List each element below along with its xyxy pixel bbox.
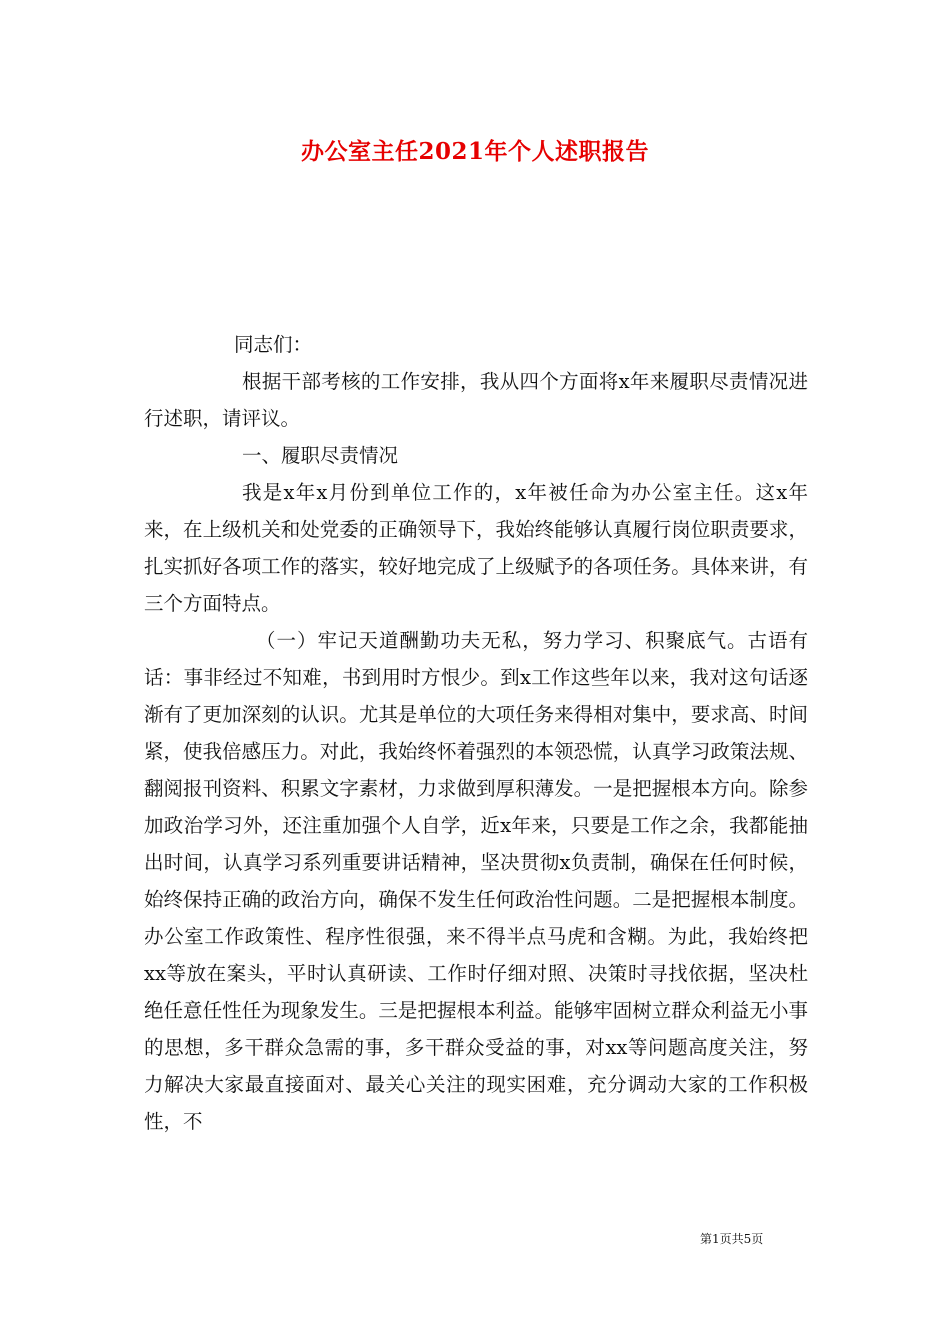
- salutation: 同志们：: [234, 333, 313, 356]
- paragraph-intro: 根据干部考核的工作安排，我从四个方面将x年来履职尽责情况进行述职，请评议。: [144, 370, 808, 430]
- paragraph-section-1: 我是x年x月份到单位工作的，x年被任命为办公室主任。这x年来，在上级机关和处党委的正确领导下，我始终能够认真履行岗位职责要求，扎实抓好各项工作的落实，较好地完成了上级赋予的各项任务。具体来讲，有三个方面特点。: [144, 481, 808, 615]
- document-body: [144, 326, 808, 1140]
- paragraph-subsection-1: （一）牢记天道酬勤功夫无私，努力学习、积聚底气。古语有话：事非经过不知难，书到用时方恨少。到x工作这些年以来，我对这句话逐渐有了更加深刻的认识。尤其是单位的大项任务来得相对集中，要求高、时间紧，使我倍感压力。对此，我始终怀着强烈的本领恐慌，认真学习政策法规、翻阅报刊资料、积累文字素材，力求做到厚积薄发。一是把握根本方向。除参加政治学习外，还注重加强个人自学，近x年来，只要是工作之余，我都能抽出时间，认真学习系列重要讲话精神，坚决贯彻x负责制，确保在任何时候，始终保持正确的政治方向，确保不发生任何政治性问题。二是把握根本制度。办公室工作政策性、程序性很强，来不得半点马虎和含糊。为此，我始终把xx等放在案头，平时认真研读、工作时仔细对照、决策时寻找依据，坚决杜绝任意任性任为现象发生。三是把握根本利益。能够牢固树立群众利益无小事的思想，多干群众急需的事，多干群众受益的事，对xx等问题高度关注，努力解决大家最直接面对、最关心关注的现实困难，充分调动大家的工作积极性，不: [144, 629, 808, 1133]
- document-title: 办公室主任2021年个人述职报告: [300, 138, 649, 165]
- page-number: 第1页共5页: [700, 1232, 764, 1246]
- section-heading: 一、履职尽责情况: [242, 444, 399, 467]
